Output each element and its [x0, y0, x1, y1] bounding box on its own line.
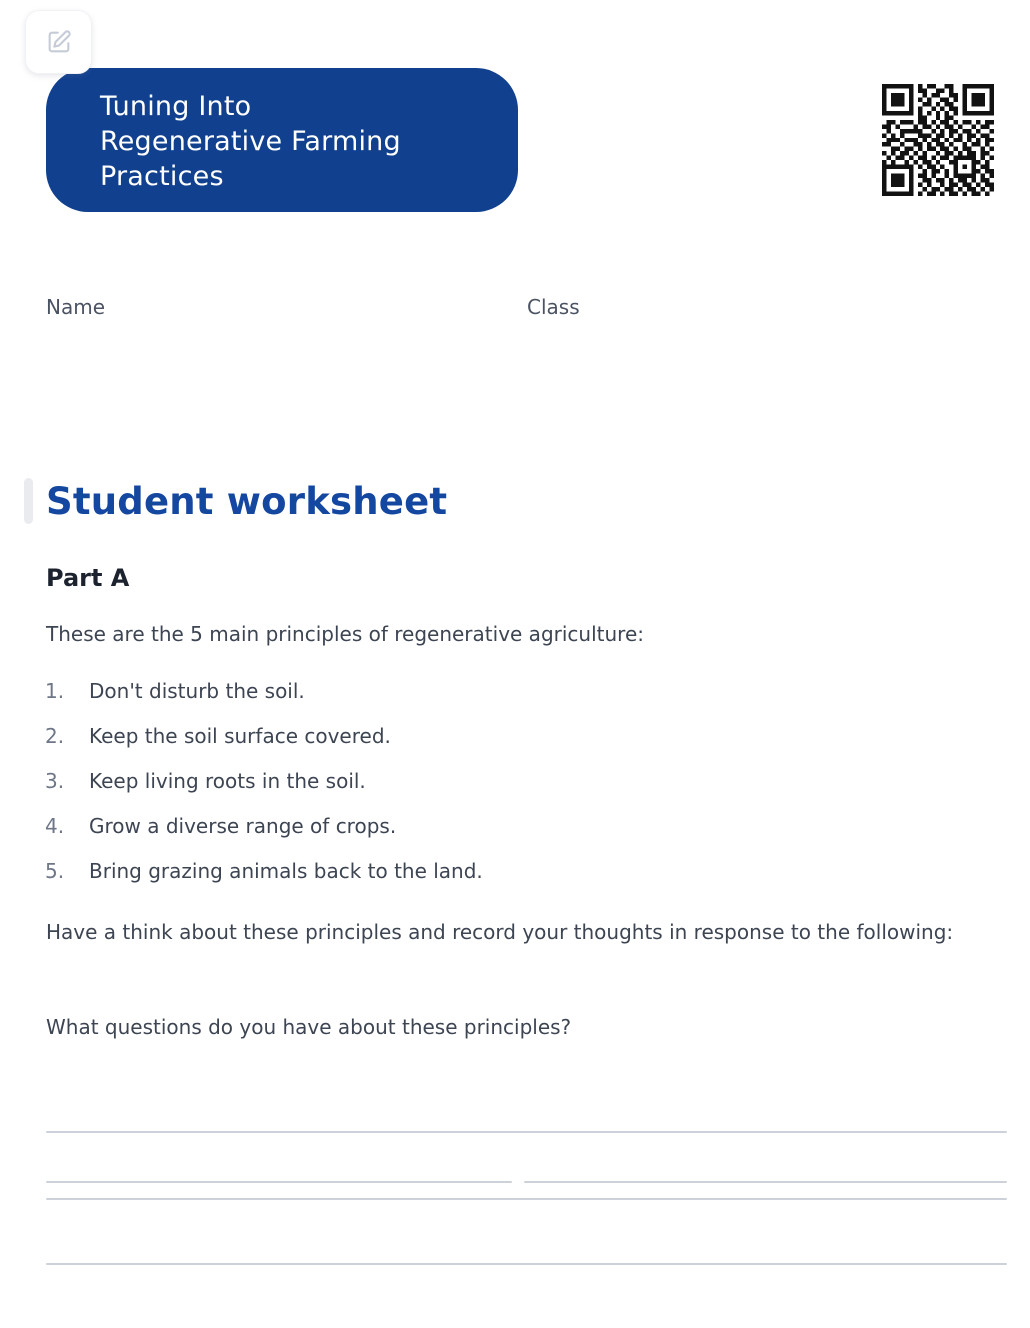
badge-title-line: Regenerative Farming — [100, 126, 401, 157]
answer-line — [46, 1131, 1007, 1133]
list-item-number: 1. — [45, 679, 65, 703]
title-badge — [46, 68, 518, 212]
list-item-number: 4. — [45, 814, 65, 838]
list-item-text: Don't disturb the soil. — [89, 679, 305, 703]
answer-line — [46, 1198, 1007, 1200]
list-item — [45, 859, 483, 883]
qr-code — [882, 84, 994, 196]
list-item-text: Bring grazing animals back to the land. — [89, 859, 483, 883]
intro-paragraph: These are the 5 main principles of regenerative agriculture: — [46, 622, 644, 646]
list-item-number: 3. — [45, 769, 65, 793]
prompt-paragraph: Have a think about these principles and record your thoughts in response to the following: — [46, 920, 954, 944]
list-item — [45, 724, 483, 748]
question-text: What questions do you have about these principles? — [46, 1015, 572, 1039]
list-item — [45, 769, 483, 793]
list-item-text: Keep living roots in the soil. — [89, 769, 366, 793]
principles-list — [45, 679, 483, 904]
badge-title-line: Tuning Into — [100, 91, 252, 122]
name-field-label: Name — [46, 295, 106, 319]
list-item-number: 5. — [45, 859, 65, 883]
part-a-heading: Part A — [46, 564, 130, 592]
class-field-label: Class — [527, 295, 580, 319]
answer-line — [524, 1181, 1007, 1183]
list-item — [45, 679, 483, 703]
list-item-text: Grow a diverse range of crops. — [89, 814, 397, 838]
answer-line — [46, 1181, 512, 1183]
edit-button[interactable] — [25, 10, 92, 74]
heading-accent-bar — [24, 478, 33, 524]
edit-pencil-icon — [45, 28, 73, 56]
list-item-text: Keep the soil surface covered. — [89, 724, 391, 748]
answer-line — [46, 1263, 1007, 1265]
badge-title-line: Practices — [100, 161, 224, 192]
list-item-number: 2. — [45, 724, 65, 748]
list-item — [45, 814, 483, 838]
page-title: Student worksheet — [46, 480, 448, 523]
